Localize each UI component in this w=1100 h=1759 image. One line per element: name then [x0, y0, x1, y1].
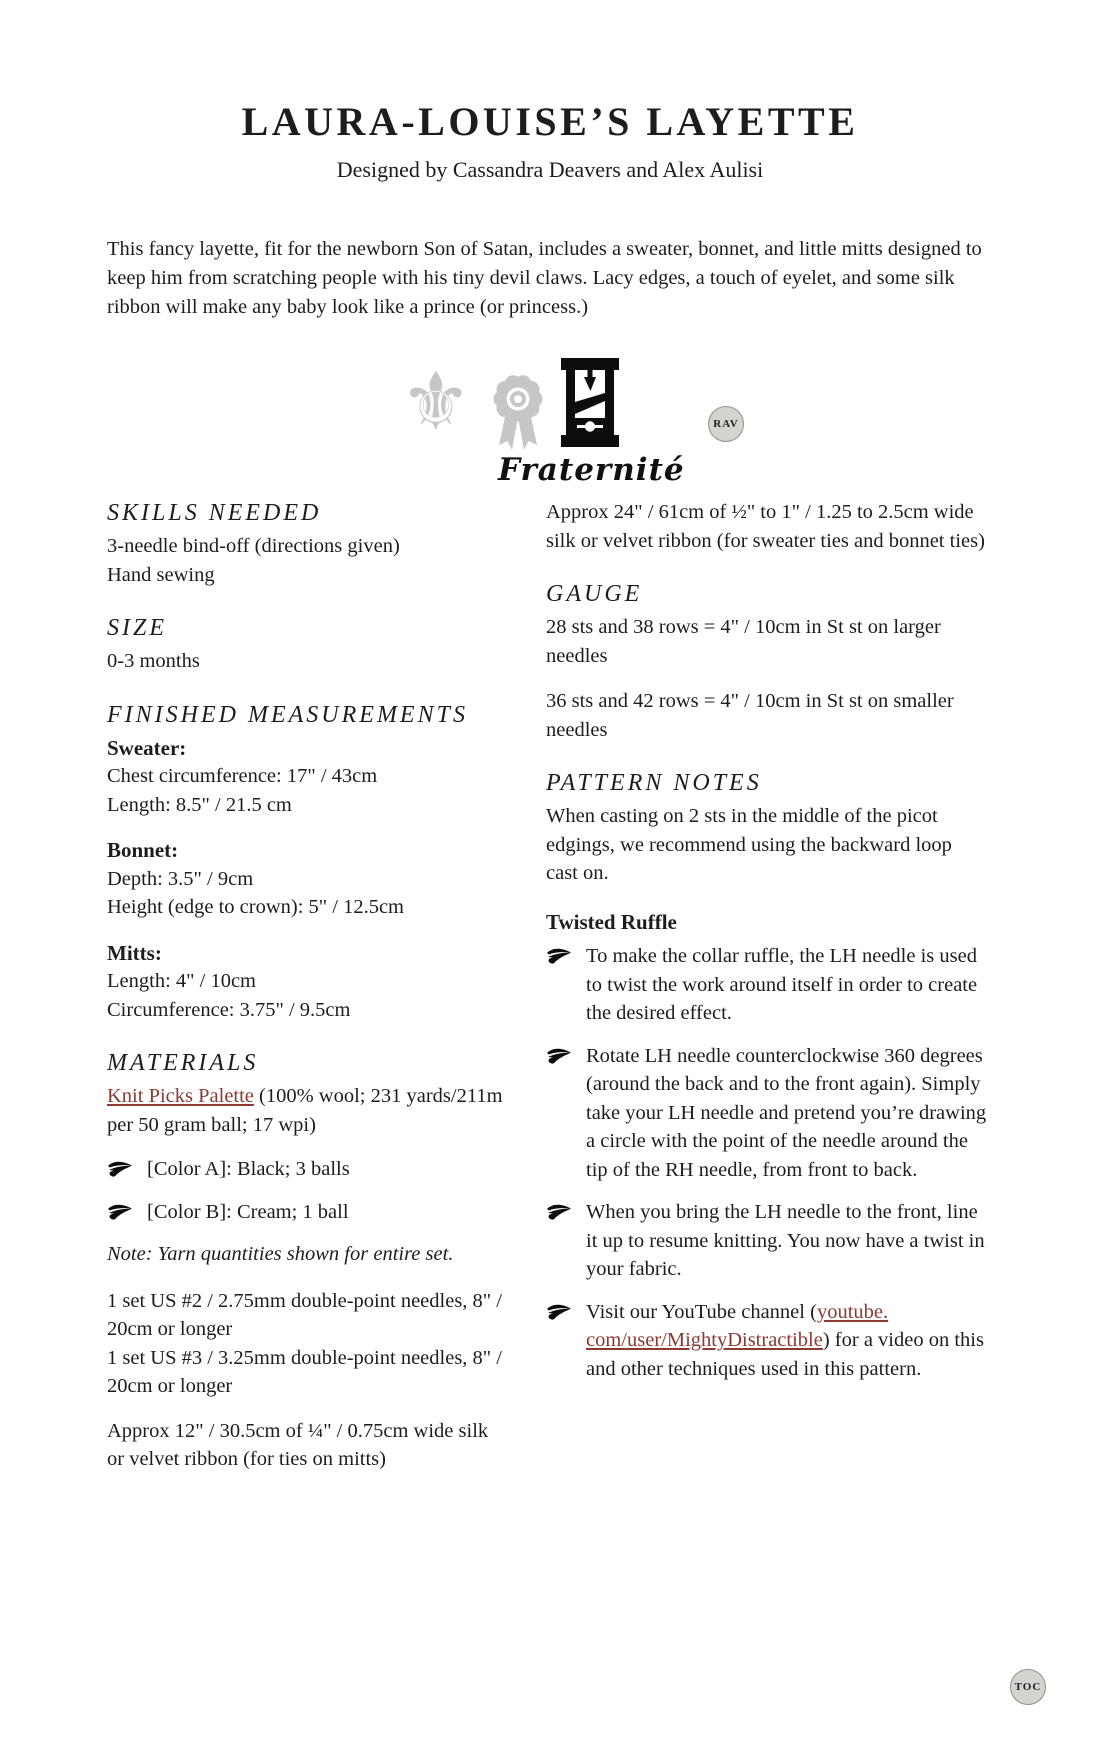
youtube-text-pre: Visit our YouTube channel ( — [586, 1300, 817, 1323]
size-value: 0-3 months — [107, 650, 200, 672]
ruffle-step-youtube — [546, 1298, 988, 1384]
ruffle-step-text: Rotate LH needle counterclockwise 360 degrees (around the back and to the front again). Simply take your LH needle and pretend you’re drawing a circle with the point of the needle around the tip of the RH needle, from front to back. — [586, 1044, 987, 1181]
ravelry-badge[interactable]: RAV — [708, 406, 744, 442]
measurement-line: Height (edge to crown): 5" / 12.5cm — [107, 896, 404, 918]
pattern-notes-body: When casting on 2 sts in the middle of the picot edgings, we recommend using the backward loop cast on. — [546, 805, 952, 884]
yarn-swirl-icon — [546, 1298, 573, 1384]
measurements-heading: FINISHED MEASUREMENTS — [107, 701, 468, 728]
needle-item: 1 set US #3 / 3.25mm double-point needles, 8" / 20cm or longer — [107, 1346, 502, 1397]
yarn-details: (100% wool; 231 yards/211m per 50 gram ball; 17 wpi) — [107, 1085, 503, 1136]
youtube-link-part[interactable]: com/user/MightyDistractible — [586, 1329, 823, 1351]
measurement-line: Length: 8.5" / 21.5 cm — [107, 793, 292, 816]
pattern-byline: Designed by Cassandra Deavers and Alex Aulisi — [336, 157, 764, 182]
yarn-description — [107, 1082, 510, 1139]
measurement-group-bonnet — [107, 836, 510, 922]
intro-paragraph: This fancy layette, fit for the newborn Son of Satan, includes a sweater, bonnet, and little mitts designed to keep him from scratching people with his tiny devil claws. Lacy edges, a touch of eyelet, and some silk ribbon will make any baby look like a prince (or princess.) — [107, 238, 982, 318]
youtube-text-post: ) for a video on this and other techniques used in this pattern. — [586, 1329, 984, 1380]
youtube-link-part[interactable]: youtube. — [816, 1300, 889, 1323]
needles-list — [107, 1287, 510, 1401]
pattern-notes-heading: PATTERN NOTES — [546, 770, 762, 796]
ruffle-step — [546, 1198, 988, 1284]
sweater-ribbon-requirement: Approx 24" / 61cm of ½" to 1" / 1.25 to 2.5cm wide silk or velvet ribbon (for sweater ties and bonnet ties) — [546, 501, 985, 552]
yarn-swirl-icon — [546, 942, 573, 1028]
gauge-item: 28 sts and 38 rows = 4" / 10cm in St st on larger needles — [546, 616, 941, 667]
yarn-note: Note: Yarn quantities shown for entire set. — [107, 1243, 454, 1265]
measurement-line: Depth: 3.5" / 9cm — [107, 867, 254, 890]
yarn-color-item — [107, 1198, 510, 1227]
size-heading: SIZE — [107, 615, 167, 641]
fleur-de-lis-icon: ⚜ — [400, 355, 472, 448]
skill-item: Hand sewing — [107, 563, 215, 586]
measurement-line: Circumference: 3.75" / 9.5cm — [107, 998, 351, 1021]
twisted-ruffle-heading: Twisted Ruffle — [546, 909, 677, 934]
content-columns — [107, 498, 988, 1490]
measurement-line: Chest circumference: 17" / 43cm — [107, 765, 378, 787]
ruffle-step — [546, 942, 988, 1028]
measurement-line: Length: 4" / 10cm — [107, 970, 256, 992]
skills-list — [107, 532, 510, 589]
gauge-heading: GAUGE — [546, 581, 643, 607]
yarn-swirl-icon — [546, 1042, 573, 1185]
left-column — [107, 498, 510, 1490]
measurement-label: Mitts: — [107, 940, 162, 965]
yarn-link[interactable]: Knit Picks Palette — [107, 1085, 254, 1107]
yarn-swirl-icon — [107, 1155, 134, 1184]
measurement-group-sweater — [107, 734, 510, 820]
ruffle-step-text: To make the collar ruffle, the LH needle is used to twist the work around itself in order to create the desired effect. — [586, 945, 978, 1024]
ruffle-step-text — [586, 1298, 988, 1384]
needle-item: 1 set US #2 / 2.75mm double-point needles, 8" / 20cm or longer — [107, 1289, 502, 1340]
measurement-group-mitts — [107, 939, 510, 1025]
yarn-color-text: [Color B]: Cream; 1 ball — [147, 1200, 349, 1223]
gauge-item: 36 sts and 42 rows = 4" / 10cm in St st on smaller needles — [546, 690, 954, 741]
ruffle-step-text: When you bring the LH needle to the front, line it up to resume knitting. You now have a twist in your fabric. — [586, 1201, 985, 1280]
materials-heading: MATERIALS — [107, 1050, 259, 1076]
skill-item: 3-needle bind-off (directions given) — [107, 535, 400, 557]
mitts-ribbon-requirement: Approx 12" / 30.5cm of ¼" / 0.75cm wide silk or velvet ribbon (for ties on mitts) — [107, 1419, 489, 1470]
emblem-banner — [0, 348, 1100, 498]
skills-heading: SKILLS NEEDED — [107, 500, 322, 526]
ruffle-step — [546, 1042, 988, 1185]
yarn-color-item — [107, 1155, 510, 1184]
right-column — [546, 498, 988, 1490]
yarn-swirl-icon — [546, 1198, 573, 1284]
fraternite-caption: Fraternité — [498, 452, 685, 488]
yarn-color-text: [Color A]: Black; 3 balls — [147, 1158, 350, 1180]
measurement-label: Bonnet: — [107, 838, 179, 862]
yarn-swirl-icon — [107, 1198, 134, 1227]
guillotine-icon — [558, 358, 622, 448]
page-title: LAURA-LOUISE’S LAYETTE — [241, 99, 859, 144]
toc-badge[interactable]: TOC — [1010, 1669, 1046, 1705]
measurement-label: Sweater: — [107, 735, 187, 760]
page-header — [0, 98, 1100, 183]
award-rosette-icon — [491, 372, 545, 455]
